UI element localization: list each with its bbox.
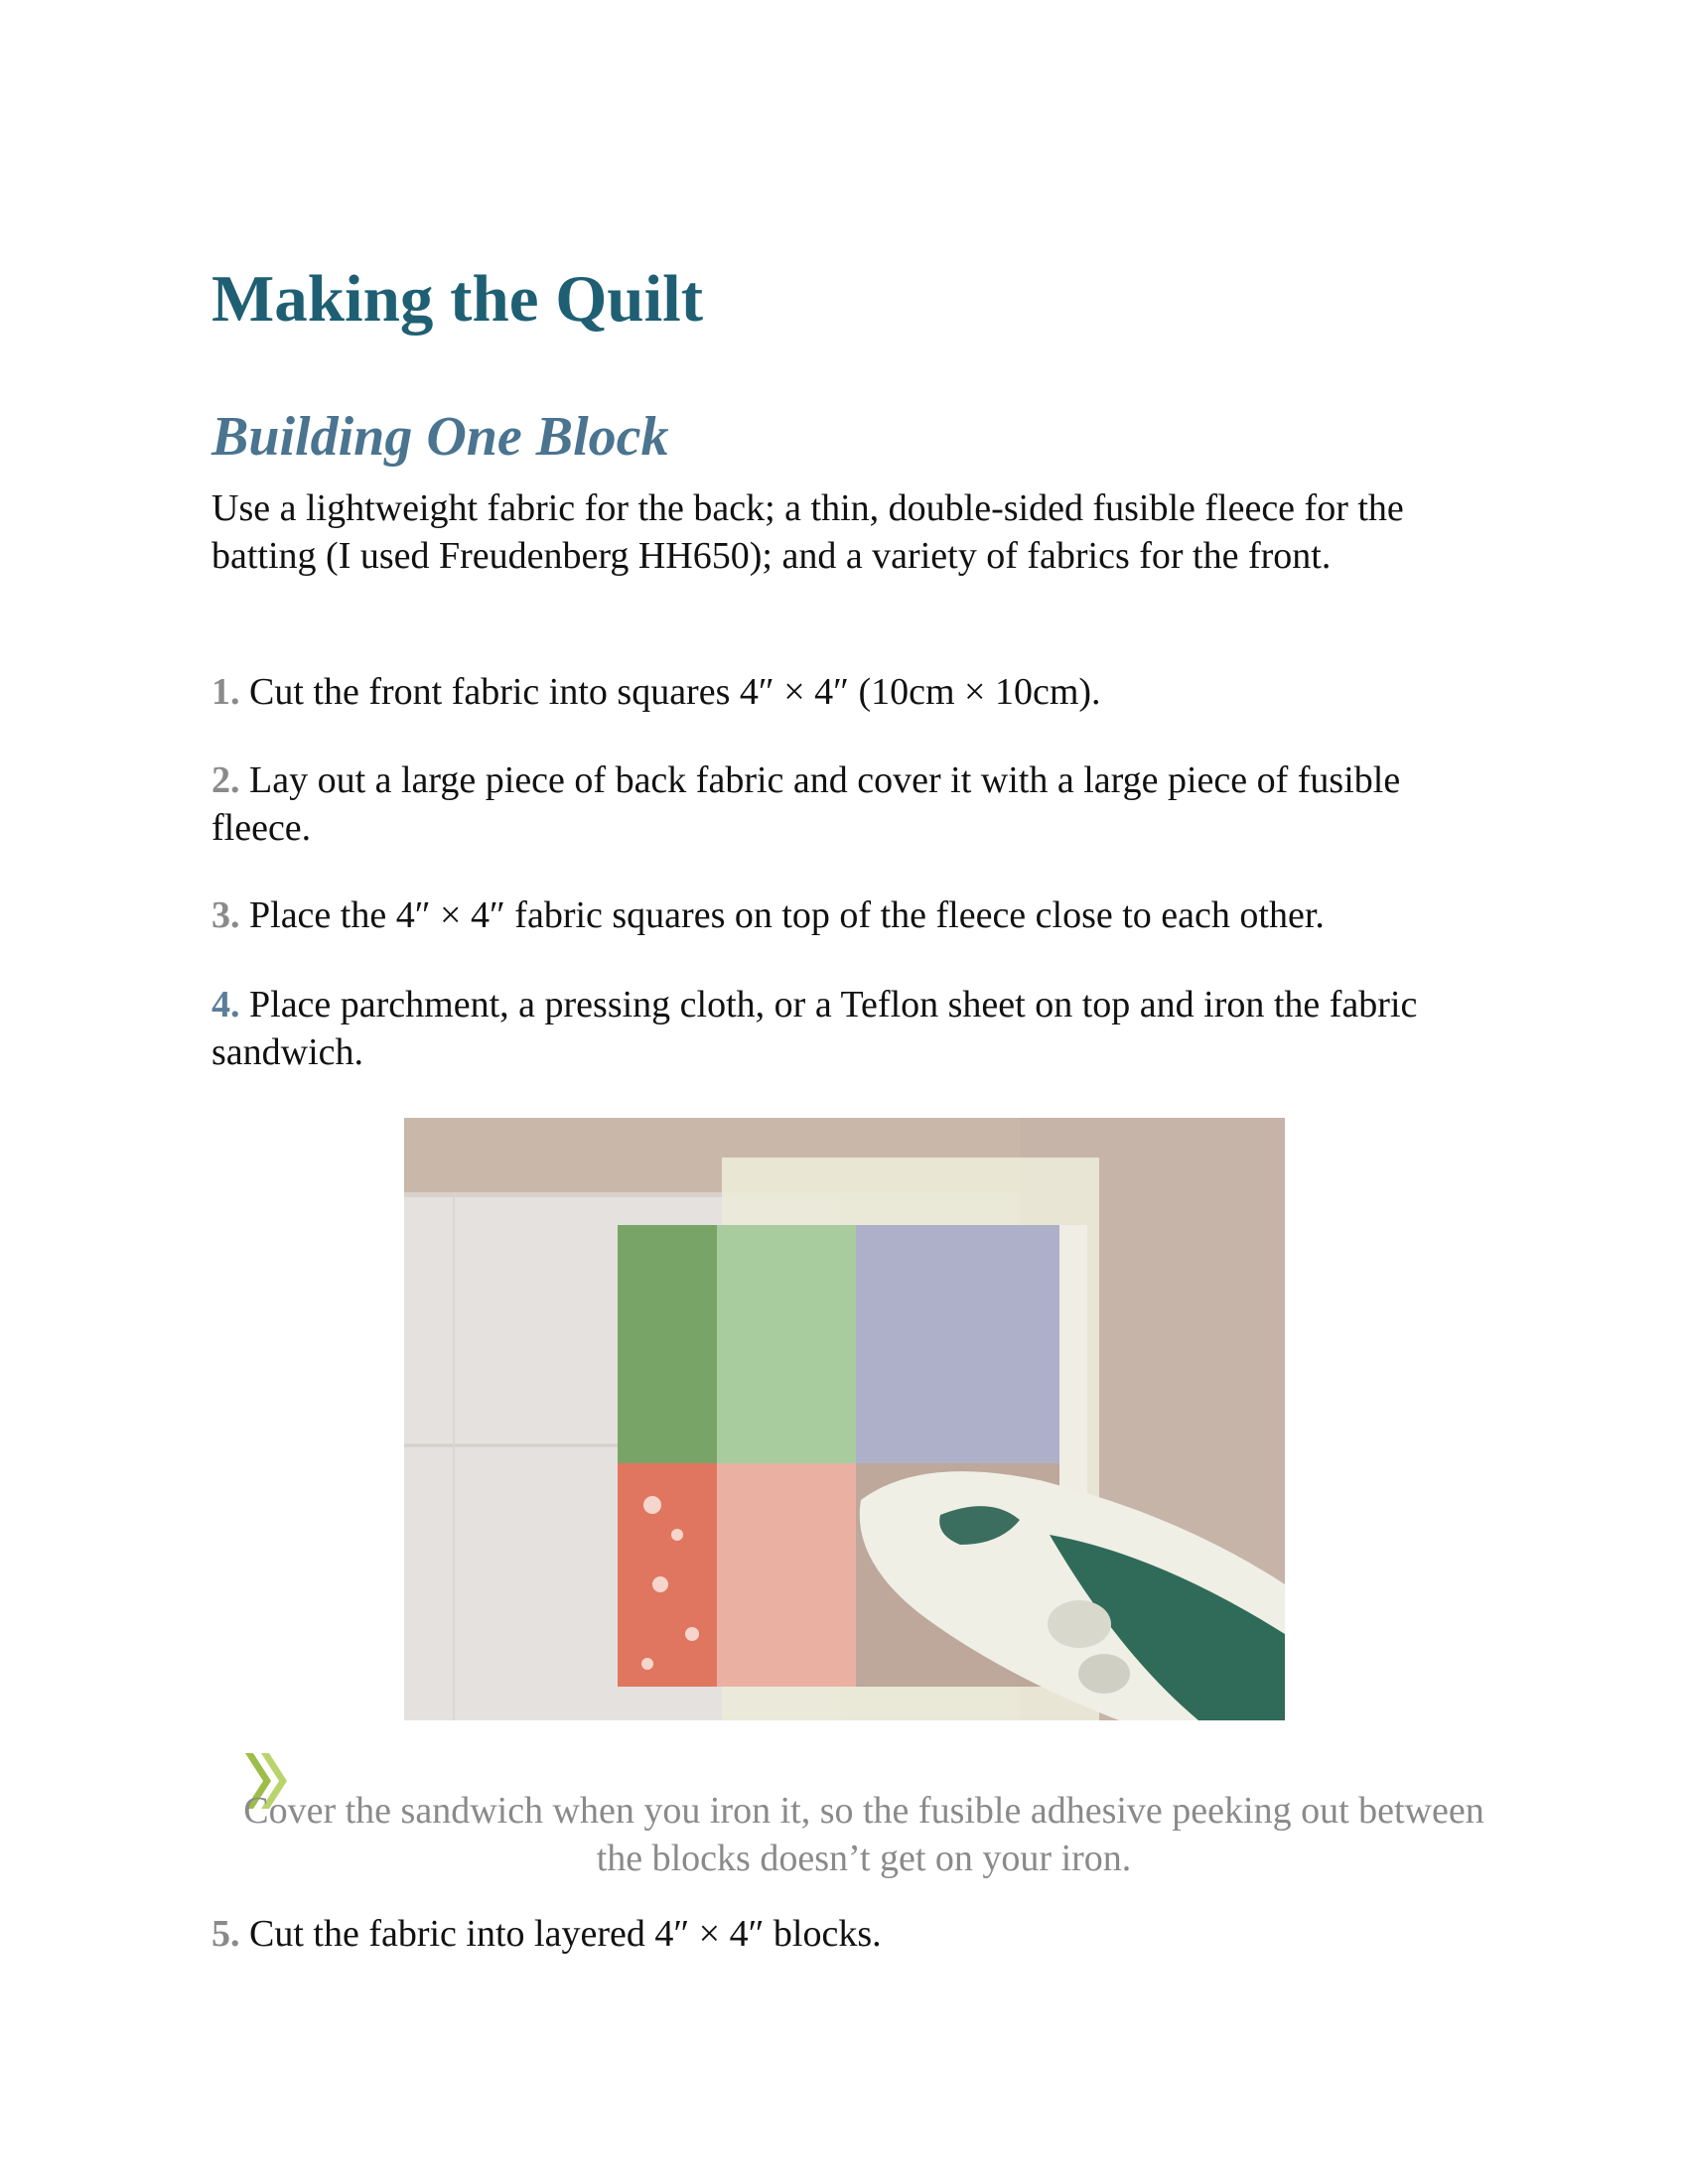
step-text: Place parchment, a pressing cloth, or a Teflon sheet on top and iron the fabric sandwich. <box>211 984 1418 1073</box>
step-1 <box>211 668 1502 716</box>
step-2 <box>211 756 1502 852</box>
intro-paragraph: Use a lightweight fabric for the back; a thin, double-sided fusible fleece for the batting (I used Freudenberg HH650); and a variety of fabrics for the front. <box>211 487 1404 577</box>
step-5 <box>211 1910 1502 1958</box>
tip-text: Cover the sandwich when you iron it, so the fusible adhesive peeking out between the blocks doesn’t get on your iron. <box>243 1790 1484 1879</box>
section-heading: Building One Block <box>211 406 669 468</box>
step-text: Lay out a large piece of back fabric and cover it with a large piece of fusible fleece. <box>211 759 1401 849</box>
step-4 <box>211 981 1502 1076</box>
step-number: 4. <box>211 984 240 1025</box>
step-text: Place the 4″ × 4″ fabric squares on top of the fleece close to each other. <box>249 894 1325 936</box>
step-text: Cut the fabric into layered 4″ × 4″ blocks. <box>249 1913 882 1955</box>
step-number: 3. <box>211 894 240 936</box>
step-number: 1. <box>211 671 240 713</box>
page-title: Making the Quilt <box>211 262 704 336</box>
step-3 <box>211 891 1502 939</box>
step-number: 5. <box>211 1913 240 1955</box>
step-text: Cut the front fabric into squares 4″ × 4″ (10cm × 10cm). <box>249 671 1101 713</box>
step-number: 2. <box>211 759 240 801</box>
ironing-photo <box>404 1118 1285 1720</box>
